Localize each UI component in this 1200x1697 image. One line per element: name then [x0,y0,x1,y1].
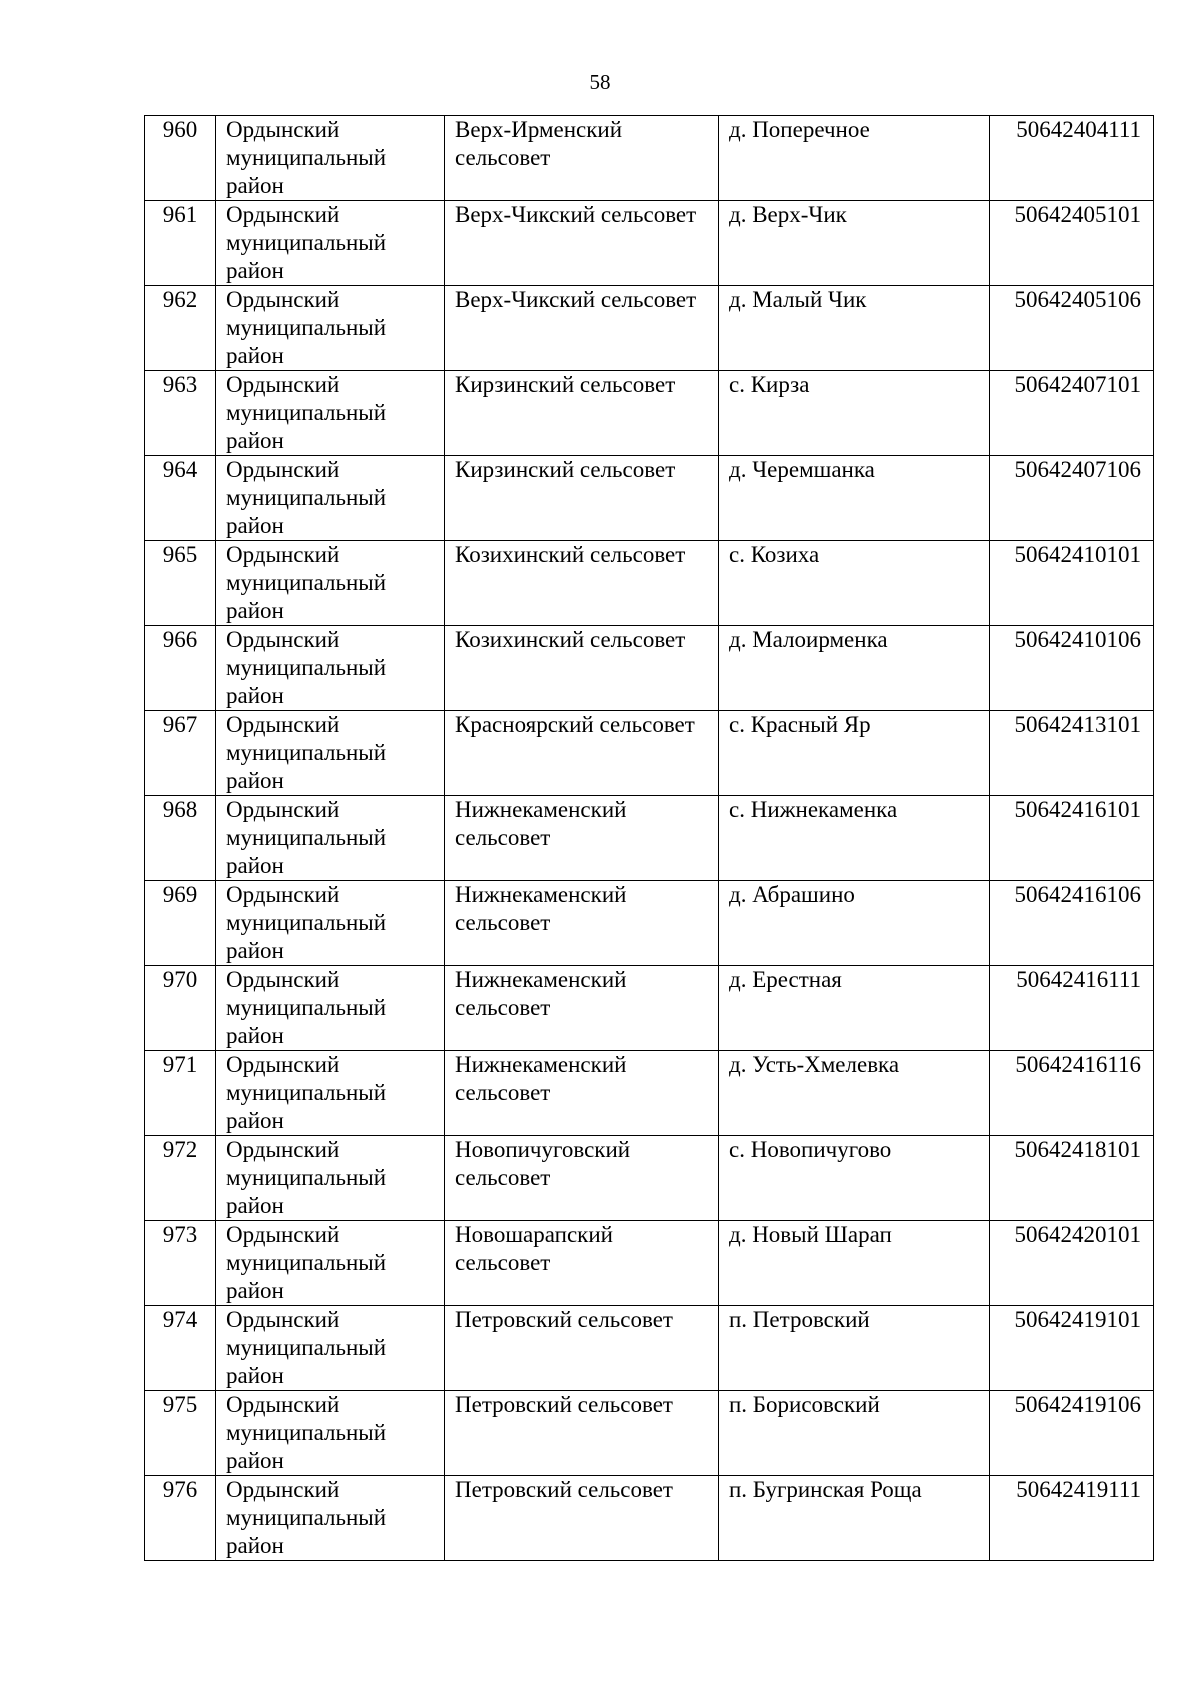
oktmo-code-cell: 50642410106 [990,626,1154,711]
table-row [145,796,1154,881]
settlement-cell: д. Новый Шарап [719,1221,990,1306]
table-row [145,1221,1154,1306]
page-number: 58 [589,70,611,94]
table-row [145,371,1154,456]
oktmo-code-cell: 50642420101 [990,1221,1154,1306]
row-number: 975 [145,1391,216,1476]
council-cell: Новошарапский сельсовет [445,1221,719,1306]
oktmo-code-cell: 50642419111 [990,1476,1154,1561]
oktmo-code-cell: 50642410101 [990,541,1154,626]
oktmo-code-cell: 50642418101 [990,1136,1154,1221]
settlement-cell: д. Малый Чик [719,286,990,371]
row-number: 968 [145,796,216,881]
district-cell: Ордынский муниципальный район [216,1221,445,1306]
table-row [145,881,1154,966]
oktmo-code-cell: 50642407101 [990,371,1154,456]
oktmo-code-cell: 50642405106 [990,286,1154,371]
council-cell: Петровский сельсовет [445,1391,719,1476]
district-cell: Ордынский муниципальный район [216,711,445,796]
district-cell: Ордынский муниципальный район [216,966,445,1051]
row-number: 966 [145,626,216,711]
council-cell: Кирзинский сельсовет [445,371,719,456]
table-row [145,1391,1154,1476]
settlements-table [144,115,1154,1561]
row-number: 972 [145,1136,216,1221]
table-row [145,116,1154,201]
oktmo-code-cell: 50642405101 [990,201,1154,286]
row-number: 962 [145,286,216,371]
district-cell: Ордынский муниципальный район [216,626,445,711]
council-cell: Кирзинский сельсовет [445,456,719,541]
settlement-cell: с. Красный Яр [719,711,990,796]
council-cell: Петровский сельсовет [445,1306,719,1391]
council-cell: Петровский сельсовет [445,1476,719,1561]
oktmo-code-cell: 50642419101 [990,1306,1154,1391]
row-number: 976 [145,1476,216,1561]
table-row [145,1306,1154,1391]
row-number: 963 [145,371,216,456]
table-row [145,626,1154,711]
district-cell: Ордынский муниципальный район [216,541,445,626]
district-cell: Ордынский муниципальный район [216,201,445,286]
settlement-cell: д. Черемшанка [719,456,990,541]
council-cell: Козихинский сельсовет [445,626,719,711]
table-body [145,116,1154,1561]
row-number: 971 [145,1051,216,1136]
council-cell: Нижнекаменский сельсовет [445,966,719,1051]
table-row [145,286,1154,371]
council-cell: Нижнекаменский сельсовет [445,881,719,966]
settlement-cell: д. Малоирменка [719,626,990,711]
council-cell: Верх-Чикский сельсовет [445,286,719,371]
oktmo-code-cell: 50642416111 [990,966,1154,1051]
table-row [145,201,1154,286]
settlement-cell: п. Петровский [719,1306,990,1391]
council-cell: Нижнекаменский сельсовет [445,796,719,881]
oktmo-code-cell: 50642404111 [990,116,1154,201]
oktmo-code-cell: 50642419106 [990,1391,1154,1476]
district-cell: Ордынский муниципальный район [216,1391,445,1476]
settlement-cell: д. Усть-Хмелевка [719,1051,990,1136]
table-row [145,1051,1154,1136]
table-row [145,456,1154,541]
council-cell: Нижнекаменский сельсовет [445,1051,719,1136]
row-number: 965 [145,541,216,626]
row-number: 967 [145,711,216,796]
settlement-cell: с. Новопичугово [719,1136,990,1221]
district-cell: Ордынский муниципальный район [216,796,445,881]
table-row [145,1136,1154,1221]
district-cell: Ордынский муниципальный район [216,371,445,456]
council-cell: Верх-Ирменский сельсовет [445,116,719,201]
row-number: 960 [145,116,216,201]
council-cell: Красноярский сельсовет [445,711,719,796]
district-cell: Ордынский муниципальный район [216,881,445,966]
district-cell: Ордынский муниципальный район [216,286,445,371]
oktmo-code-cell: 50642416106 [990,881,1154,966]
district-cell: Ордынский муниципальный район [216,1476,445,1561]
settlement-cell: с. Козиха [719,541,990,626]
table-row [145,1476,1154,1561]
settlement-cell: с. Нижнекаменка [719,796,990,881]
district-cell: Ордынский муниципальный район [216,1051,445,1136]
settlement-cell: с. Кирза [719,371,990,456]
council-cell: Новопичуговский сельсовет [445,1136,719,1221]
settlement-cell: д. Верх-Чик [719,201,990,286]
settlement-cell: д. Поперечное [719,116,990,201]
row-number: 974 [145,1306,216,1391]
district-cell: Ордынский муниципальный район [216,1306,445,1391]
oktmo-code-cell: 50642413101 [990,711,1154,796]
council-cell: Козихинский сельсовет [445,541,719,626]
row-number: 969 [145,881,216,966]
row-number: 961 [145,201,216,286]
oktmo-code-cell: 50642416101 [990,796,1154,881]
district-cell: Ордынский муниципальный район [216,456,445,541]
council-cell: Верх-Чикский сельсовет [445,201,719,286]
settlement-cell: д. Ерестная [719,966,990,1051]
table-row [145,966,1154,1051]
district-cell: Ордынский муниципальный район [216,1136,445,1221]
table-row [145,711,1154,796]
row-number: 964 [145,456,216,541]
table-row [145,541,1154,626]
row-number: 970 [145,966,216,1051]
oktmo-code-cell: 50642407106 [990,456,1154,541]
row-number: 973 [145,1221,216,1306]
settlement-cell: п. Бугринская Роща [719,1476,990,1561]
oktmo-code-cell: 50642416116 [990,1051,1154,1136]
settlement-cell: д. Абрашино [719,881,990,966]
settlement-cell: п. Борисовский [719,1391,990,1476]
district-cell: Ордынский муниципальный район [216,116,445,201]
